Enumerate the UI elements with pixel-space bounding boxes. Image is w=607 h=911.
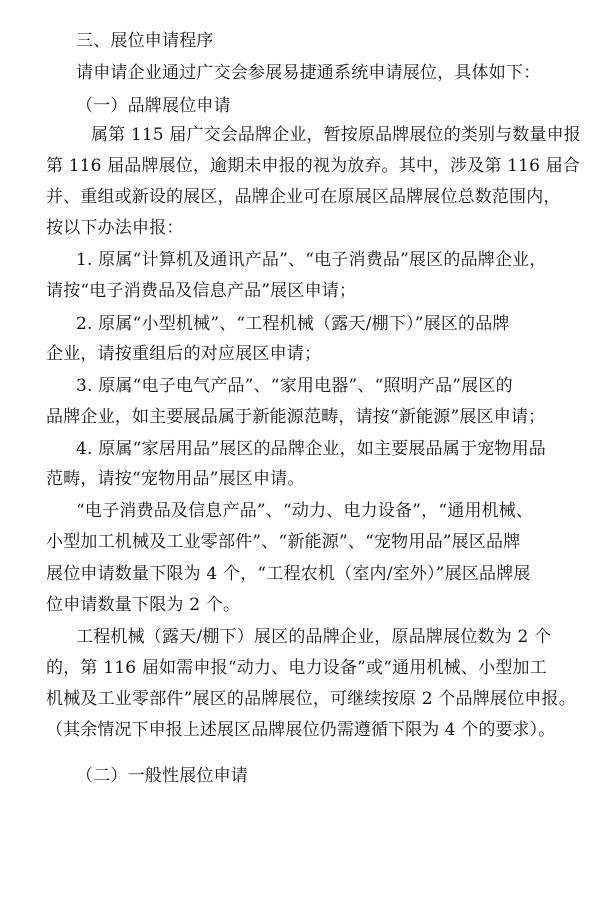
paragraph-line: 小型加工机械及工业零部件”、“新能源”、“宠物用品”展区品牌 <box>46 532 521 552</box>
intro-paragraph: 请申请企业通过广交会参展易捷通系统申请展位，具体如下： <box>76 63 541 83</box>
list-item-1-line: 1. 原属“计算机及通讯产品”、“电子消费品”展区的品牌企业， <box>76 250 547 270</box>
paragraph-line: 机械及工业零部件”展区的品牌展位，可继续按原 2 个品牌展位申报。 <box>46 689 576 709</box>
list-item-3-line: 品牌企业，如主要展品属于新能源范畴，请按“新能源”展区申请； <box>46 407 546 427</box>
list-item-4-line: 范畴，请按“宠物用品”展区申请。 <box>46 469 305 489</box>
paragraph-line: 展位申请数量下限为 4 个，“工程农机（室内/室外）”展区品牌展 <box>46 564 531 584</box>
paragraph-line: 位申请数量下限为 2 个。 <box>46 595 241 615</box>
paragraph-line: “电子消费品及信息产品”、“动力、电力设备”，“通用机械、 <box>76 501 534 521</box>
paragraph-line: 并、重组或新设的展区，品牌企业可在原展区品牌展位总数范围内， <box>46 187 561 207</box>
list-item-2-line: 企业，请按重组后的对应展区申请； <box>46 344 322 364</box>
list-item-3-line: 3. 原属“电子电气产品”、“家用电器”、“照明产品”展区的 <box>76 376 513 396</box>
paragraph-line: 按以下办法申报： <box>46 218 184 238</box>
list-item-1-line: 请按“电子消费品及信息产品”展区申请； <box>46 281 357 301</box>
section-heading: 三、展位申请程序 <box>76 31 214 51</box>
paragraph-line: 属第 115 届广交会品牌企业，暂按原品牌展位的类别与数量申报 <box>91 125 581 145</box>
paragraph-line: 工程机械（露天/棚下）展区的品牌企业，原品牌展位数为 2 个 <box>76 627 552 647</box>
paragraph-line: （其余情况下申报上述展区品牌展位仍需遵循下限为 4 个的要求）。 <box>46 720 556 740</box>
list-item-4-line: 4. 原属“家居用品”展区的品牌企业，如主要展品属于宠物用品 <box>76 439 547 459</box>
general-booth-subheading: （二）一般性展位申请 <box>76 766 248 786</box>
list-item-2-line: 2. 原属“小型机械”、“工程机械（露天/棚下）”展区的品牌 <box>76 314 510 334</box>
paragraph-line: 的，第 116 届如需申报“动力、电力设备”或“通用机械、小型加工 <box>46 658 547 678</box>
brand-booth-subheading: （一）品牌展位申请 <box>76 96 231 116</box>
paragraph-line: 第 116 届品牌展位，逾期未申报的视为放弃。其中，涉及第 116 届合 <box>46 156 580 176</box>
